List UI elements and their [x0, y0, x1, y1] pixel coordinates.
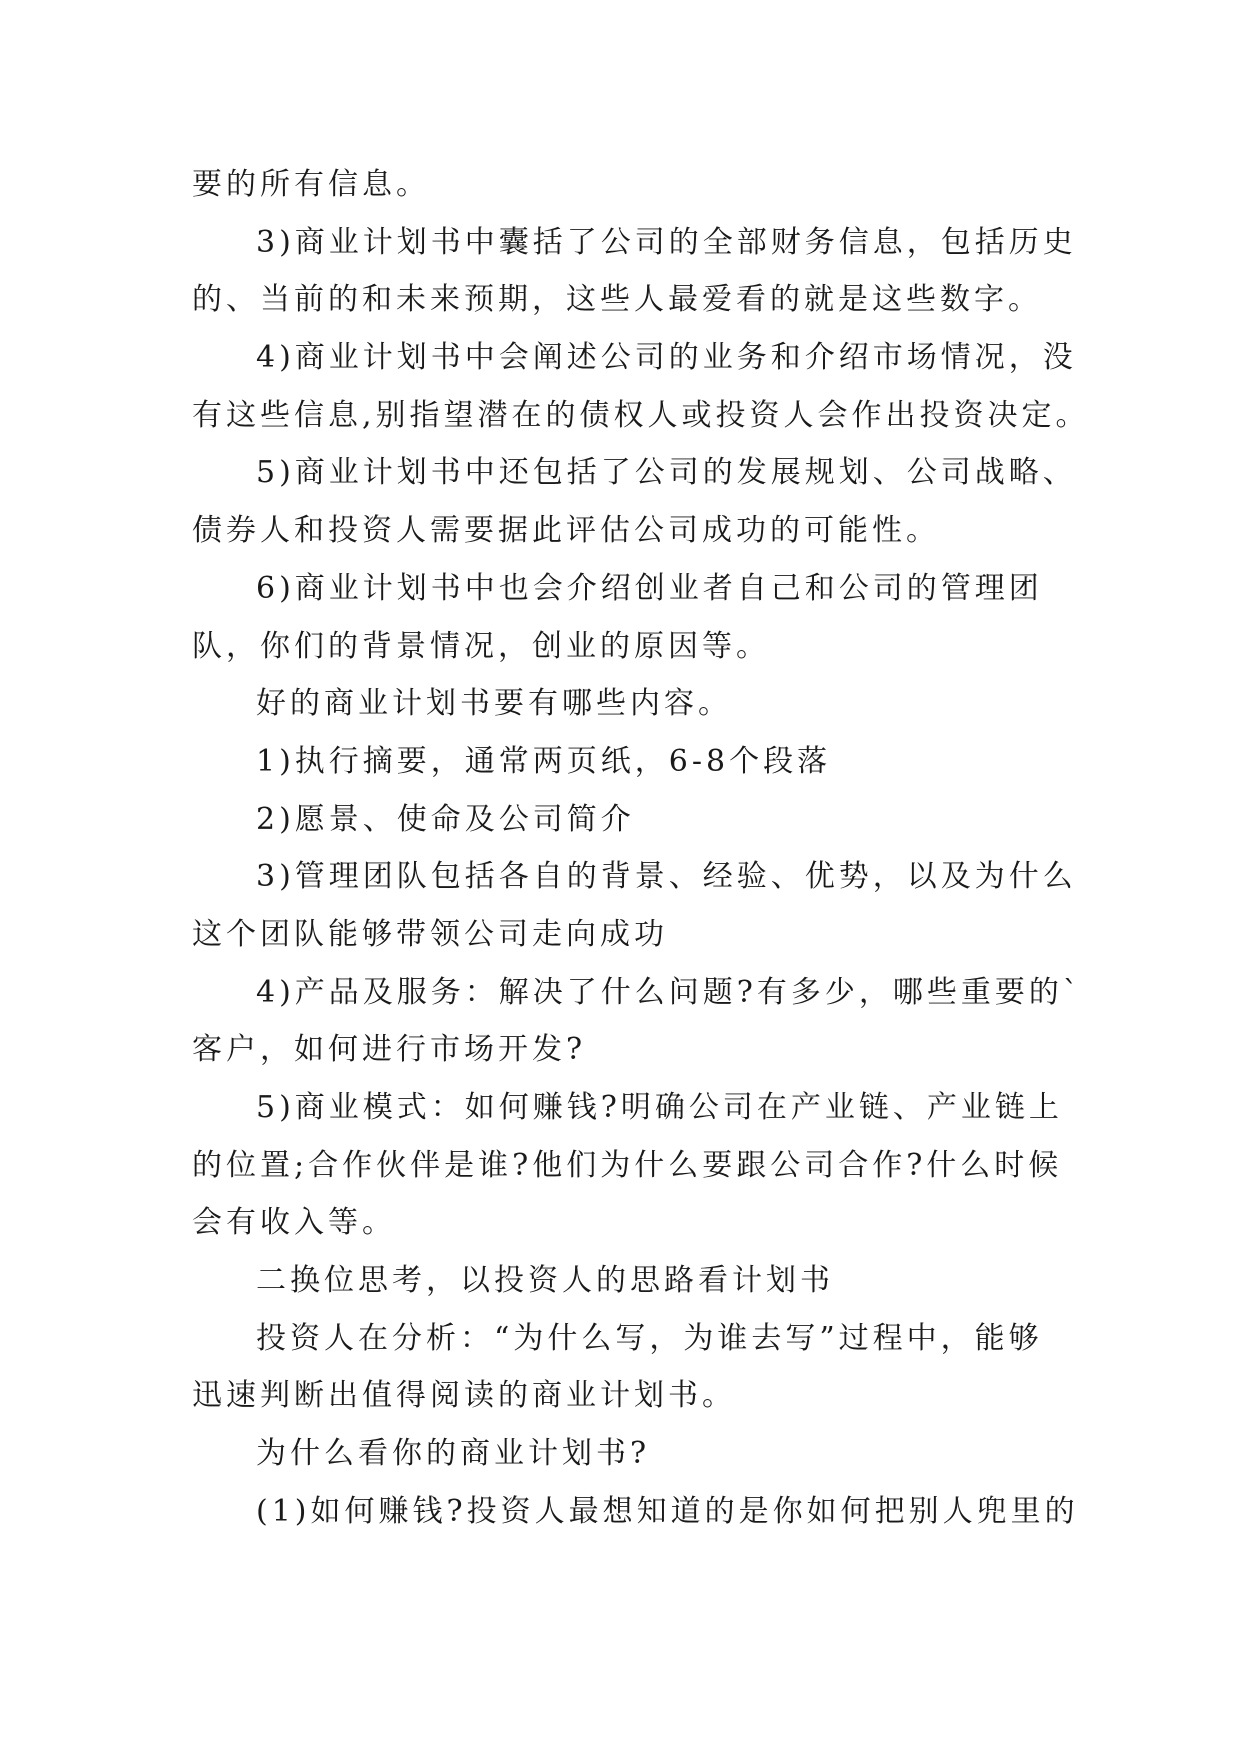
text-line: 债券人和投资人需要据此评估公司成功的可能性。 — [192, 513, 940, 549]
text-line: 4)产品及服务：解决了什么问题?有多少，哪些重要的` — [256, 974, 1082, 1010]
text-line: 2)愿景、使命及公司简介 — [256, 801, 635, 837]
text-line: 的、当前的和未来预期，这些人最爱看的就是这些数字。 — [192, 282, 1042, 318]
text-line: 这个团队能够带领公司走向成功 — [192, 916, 668, 952]
text-line: 6)商业计划书中也会介绍创业者自己和公司的管理团 — [256, 570, 1043, 606]
text-line: 要的所有信息。 — [192, 167, 430, 202]
text-line: 客户，如何进行市场开发? — [192, 1032, 587, 1068]
text-line: 队，你们的背景情况，创业的原因等。 — [192, 628, 770, 664]
text-line: 有这些信息,别指望潜在的债权人或投资人会作出投资决定。 — [192, 397, 1090, 433]
text-line: 二换位思考，以投资人的思路看计划书 — [256, 1263, 834, 1299]
text-line: 3)管理团队包括各自的背景、经验、优势，以及为什么 — [256, 859, 1077, 895]
text-line: 投资人在分析：“为什么写，为谁去写”过程中，能够 — [256, 1320, 1043, 1356]
text-line: (1)如何赚钱?投资人最想知道的是你如何把别人兜里的 — [256, 1493, 1079, 1529]
text-line: 迅速判断出值得阅读的商业计划书。 — [192, 1378, 736, 1414]
text-line: 为什么看你的商业计划书? — [256, 1436, 651, 1472]
text-line: 5)商业模式：如何赚钱?明确公司在产业链、产业链上 — [256, 1090, 1063, 1125]
text-line: 5)商业计划书中还包括了公司的发展规划、公司战略、 — [256, 455, 1077, 491]
text-line: 1)执行摘要，通常两页纸，6-8个段落 — [256, 743, 832, 779]
text-line: 4)商业计划书中会阐述公司的业务和介绍市场情况，没 — [256, 340, 1077, 376]
text-line: 的位置;合作伙伴是谁?他们为什么要跟公司合作?什么时候 — [192, 1147, 1063, 1183]
text-line: 好的商业计划书要有哪些内容。 — [256, 686, 732, 722]
document-body — [192, 156, 1090, 1541]
text-line: 3)商业计划书中囊括了公司的全部财务信息，包括历史 — [256, 224, 1077, 260]
text-line: 会有收入等。 — [192, 1205, 396, 1241]
